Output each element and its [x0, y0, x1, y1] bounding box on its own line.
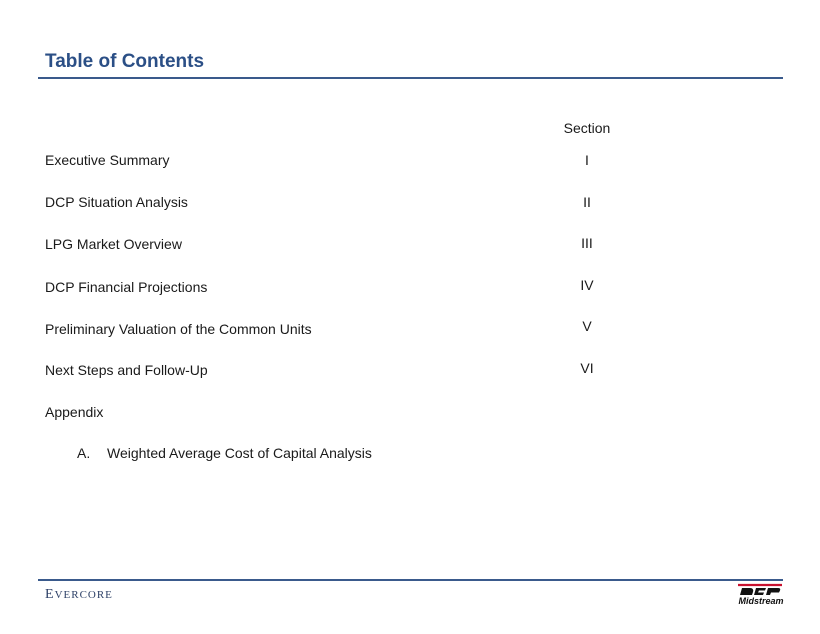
dcp-logo-text: Midstream — [738, 596, 784, 606]
toc-item-label: Next Steps and Follow-Up — [45, 362, 208, 378]
toc-item-section: I — [585, 152, 589, 168]
appendix-item-label: Weighted Average Cost of Capital Analysis — [107, 445, 372, 461]
toc-item-label: LPG Market Overview — [45, 236, 182, 252]
toc-item-section: VI — [580, 360, 594, 376]
toc-item-section: II — [583, 194, 591, 210]
toc-item-section: V — [582, 318, 592, 334]
evercore-logo — [45, 587, 113, 603]
toc-item-label: DCP Situation Analysis — [45, 194, 188, 210]
evercore-logo-initial: E — [45, 587, 55, 602]
toc-item-label: Preliminary Valuation of the Common Units — [45, 321, 312, 337]
page-title: Table of Contents — [45, 51, 205, 72]
footer-divider — [38, 579, 783, 581]
appendix-label: Appendix — [45, 404, 104, 420]
toc-item-section: IV — [580, 277, 594, 293]
toc-item-label: Executive Summary — [45, 152, 170, 168]
section-column-header: Section — [563, 120, 611, 136]
toc-item-label: DCP Financial Projections — [45, 279, 208, 295]
toc-item-section: III — [581, 235, 593, 251]
evercore-logo-rest: VERCORE — [54, 589, 113, 601]
title-divider — [38, 77, 783, 79]
appendix-item-letter: A. — [77, 445, 91, 461]
